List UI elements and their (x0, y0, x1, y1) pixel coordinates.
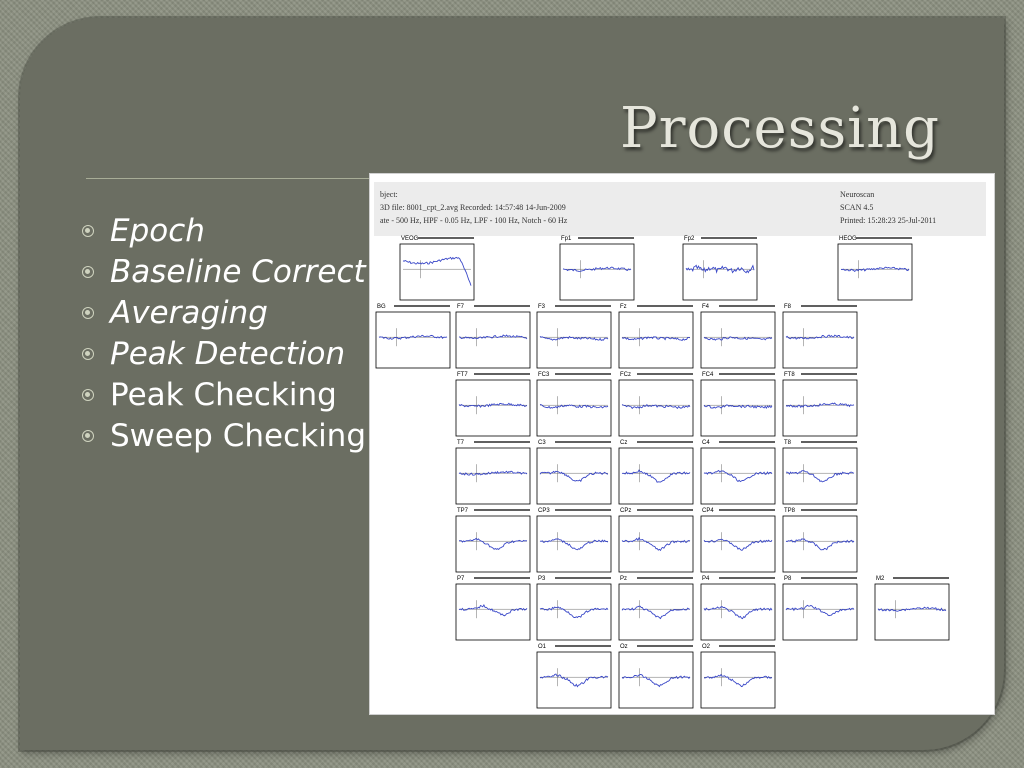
channel-frame (701, 516, 775, 572)
bullet-item-peak-checking (82, 374, 366, 415)
channel-f7-plot (456, 304, 530, 368)
channel-label: O1 (538, 644, 547, 650)
erp-waveform (622, 470, 690, 482)
channel-fc3-plot (537, 372, 611, 436)
channel-fp1-plot (560, 236, 634, 300)
channel-veog-plot (400, 236, 474, 300)
erp-waveform (704, 471, 772, 482)
channel-fp2-plot (683, 236, 757, 300)
channel-c3-plot (537, 440, 611, 504)
channel-frame (400, 244, 474, 300)
channel-label: P4 (702, 576, 710, 582)
channel-label: P8 (784, 576, 792, 582)
channel-p7-plot (456, 576, 530, 640)
channel-fz-plot (619, 304, 693, 368)
channel-tp8-plot (783, 508, 857, 572)
channel-label: CPz (620, 508, 632, 514)
header-left-line-3: ate - 500 Hz, HPF - 0.05 Hz, LPF - 100 Hz, Notch - 60 Hz (380, 216, 568, 225)
channel-label: BG (377, 304, 386, 310)
channel-f8-plot (783, 304, 857, 368)
erp-waveform (786, 605, 854, 615)
erp-waveform (704, 607, 772, 619)
channel-tp7-plot (456, 508, 530, 572)
erp-waveform (622, 606, 690, 618)
channel-frame (456, 584, 530, 640)
header-right-line-2: SCAN 4.5 (840, 203, 874, 212)
channel-ft8-plot (783, 372, 857, 436)
erp-waveform (622, 675, 690, 687)
channel-frame (783, 380, 857, 436)
channel-label: Fp2 (684, 236, 695, 242)
channel-label: FC4 (702, 372, 714, 378)
bullet-text: Peak Detection (110, 335, 346, 372)
channel-o1-plot (537, 644, 611, 708)
channel-label: CP4 (702, 508, 714, 514)
bullet-item-peak-detection (82, 333, 366, 374)
channel-frame (456, 448, 530, 504)
channel-frame (783, 584, 857, 640)
channel-frame (619, 448, 693, 504)
channel-frame (456, 312, 530, 368)
channel-pz-plot (619, 576, 693, 640)
channel-label: F4 (702, 304, 710, 310)
erp-waveform (540, 607, 608, 618)
channel-label: VEOG (401, 236, 419, 242)
channel-frame (875, 584, 949, 640)
channel-t7-plot (456, 440, 530, 504)
bullet-text: Peak Checking (110, 376, 337, 413)
channel-frame (619, 584, 693, 640)
channel-label: C3 (538, 440, 546, 446)
channel-c4-plot (701, 440, 775, 504)
channel-label: P3 (538, 576, 546, 582)
erp-waveform (540, 674, 608, 687)
channel-label: TP8 (784, 508, 796, 514)
channel-frame (783, 448, 857, 504)
channel-frame (456, 516, 530, 572)
bullet-item-baseline-correct (82, 251, 366, 292)
bullet-circle-icon (82, 266, 94, 278)
header-right-line-3: Printed: 15:28:23 25-Jul-2011 (840, 216, 937, 225)
channel-p3-plot (537, 576, 611, 640)
channel-label: CP3 (538, 508, 550, 514)
channel-label: M2 (876, 576, 885, 582)
bullet-circle-icon (82, 430, 94, 442)
channel-bg-plot (376, 304, 450, 368)
channel-label: Fz (620, 304, 627, 310)
channel-frame (619, 516, 693, 572)
erp-waveform (841, 267, 909, 271)
channel-label: FCz (620, 372, 631, 378)
channel-frame (537, 652, 611, 708)
erp-waveform (622, 538, 690, 551)
channel-p4-plot (701, 576, 775, 640)
channel-frame (838, 244, 912, 300)
channel-frame (537, 312, 611, 368)
channel-label: FT8 (784, 372, 795, 378)
erp-waveform (403, 257, 471, 285)
header-left-line-2: 3D file: 8001_cpt_2.avg Recorded: 14:57:48 14-Jun-2009 (380, 203, 566, 212)
channel-label: FC3 (538, 372, 550, 378)
slide-title: Processing (620, 96, 940, 161)
channel-label: T8 (784, 440, 792, 446)
erp-waveform (540, 336, 608, 340)
erp-waveform (786, 471, 854, 482)
channel-frame (537, 584, 611, 640)
bullet-list (82, 210, 366, 456)
channel-frame (783, 516, 857, 572)
bullet-circle-icon (82, 348, 94, 360)
channel-o2-plot (701, 644, 775, 708)
bullet-text: Epoch (110, 212, 205, 249)
channel-label: HEOG (839, 236, 857, 242)
channel-p8-plot (783, 576, 857, 640)
bullet-item-sweep-checking (82, 415, 366, 456)
bullet-circle-icon (82, 307, 94, 319)
erp-waveform (459, 538, 527, 549)
channel-oz-plot (619, 644, 693, 708)
bullet-text: Baseline Correct (110, 253, 366, 290)
erp-waveform (786, 539, 854, 550)
bullet-circle-icon (82, 225, 94, 237)
channel-cp3-plot (537, 508, 611, 572)
channel-frame (376, 312, 450, 368)
channel-fcz-plot (619, 372, 693, 436)
channel-frame (701, 448, 775, 504)
channel-frame (783, 312, 857, 368)
channel-label: Pz (620, 576, 628, 582)
channel-label: C4 (702, 440, 710, 446)
channel-label: O2 (702, 644, 711, 650)
bullet-text: Sweep Checking (110, 417, 367, 454)
channel-f3-plot (537, 304, 611, 368)
channel-frame (701, 312, 775, 368)
bullet-text: Averaging (110, 294, 268, 331)
channel-label: TP7 (457, 508, 469, 514)
header-right-line-1: Neuroscan (840, 190, 875, 199)
bullet-item-averaging (82, 292, 366, 333)
bullet-circle-icon (82, 389, 94, 401)
channel-label: F7 (457, 304, 465, 310)
channel-frame (619, 652, 693, 708)
channel-label: T7 (457, 440, 465, 446)
channel-cpz-plot (619, 508, 693, 572)
channel-frame (456, 380, 530, 436)
channel-frame (560, 244, 634, 300)
channel-ft7-plot (456, 372, 530, 436)
channel-frame (537, 448, 611, 504)
channel-label: Cz (620, 440, 628, 446)
channel-frame (701, 652, 775, 708)
channel-label: F3 (538, 304, 546, 310)
channel-label: Oz (620, 644, 628, 650)
channel-cz-plot (619, 440, 693, 504)
bullet-item-epoch (82, 210, 366, 251)
channel-m2-plot (875, 576, 949, 640)
channel-label: FT7 (457, 372, 468, 378)
erp-waveform (540, 539, 608, 550)
erp-waveform (540, 471, 608, 481)
channel-frame (537, 516, 611, 572)
channel-plots (370, 174, 994, 714)
header-left-line-1: bject: (380, 190, 398, 199)
erp-waveform (704, 675, 772, 687)
channel-heog-plot (838, 236, 912, 300)
channel-label: Fp1 (561, 236, 572, 242)
channel-cp4-plot (701, 508, 775, 572)
channel-label: P7 (457, 576, 465, 582)
channel-fc4-plot (701, 372, 775, 436)
erp-figure (370, 174, 994, 714)
channel-label: F8 (784, 304, 792, 310)
channel-f4-plot (701, 304, 775, 368)
channel-t8-plot (783, 440, 857, 504)
channel-frame (701, 584, 775, 640)
erp-waveform (459, 605, 527, 616)
